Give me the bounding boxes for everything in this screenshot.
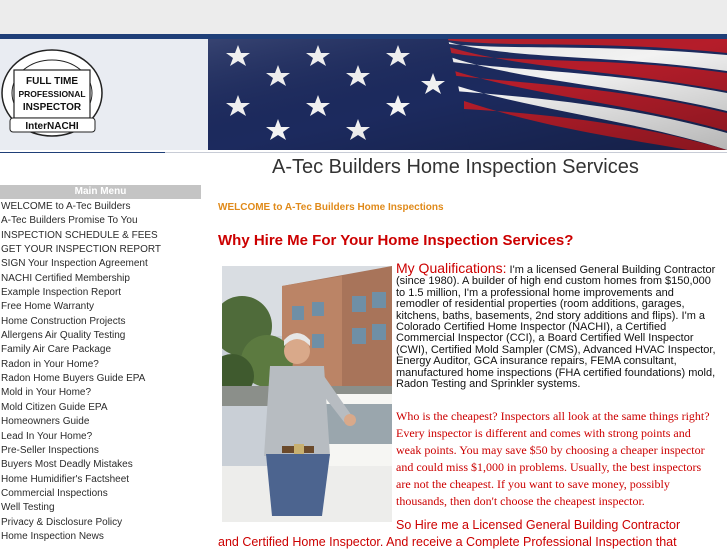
top-bar [0, 0, 727, 34]
menu-item-mold-home[interactable]: Mold in Your Home? [1, 387, 92, 399]
welcome-heading: WELCOME to A-Tec Builders Home Inspections [218, 202, 444, 213]
menu-item-homeowners-guide[interactable]: Homeowners Guide [1, 416, 90, 428]
cheapest-paragraph: Who is the cheapest? Inspectors all look at the same things right? Every inspector is different and comes with strong points and weak points. You may save $50 by choosing a cheaper inspector and could miss $1,000 in problems. Usually, the best inspectors are not the cheapest. If you want to save money, possibly thousands, then don't choose the cheapest inspector. [396, 409, 710, 508]
menu-item-radon-guide[interactable]: Radon Home Buyers Guide EPA [1, 373, 146, 385]
menu-item-air-quality[interactable]: Allergens Air Quality Testing [1, 330, 126, 342]
menu-item-example-report[interactable]: Example Inspection Report [1, 287, 122, 299]
menu-item-privacy[interactable]: Privacy & Disclosure Policy [1, 516, 123, 528]
menu-item-news[interactable]: Home Inspection News [1, 530, 104, 542]
menu-item-buyers-mistakes[interactable]: Buyers Most Deadly Mistakes [1, 459, 133, 471]
qualifications-text: I'm a licensed General Building Contractor (since 1980). A builder of high end custom homes from $150,000 to 1.5 million, I'm a professional home improvements and remodler of residential properties (room additions, garages, kitchens, baths, basements, 2nd story additions and flips). I'm a Colorado Certified Home Inspector (NACHI), a Certified Commercial Inspector (CCI), a Board Certified Well Inspector (CWI), Certified Mold Sampler (CMS), Advanced HVAC Inspector, Energy Auditor, GCA insurance repairs, FEMA consultant, manufactured home inspections (FHA certified foundations) mold, Radon Testing and Sprinkler systems. [396, 264, 716, 391]
menu-item-radon-home[interactable]: Radon in Your Home? [1, 358, 99, 370]
certified-inspector-text: and Certified Home Inspector. And receive a Complete Professional Inspection that [218, 535, 677, 549]
main-menu-heading: Main Menu [0, 185, 201, 199]
menu-item-air-care-package[interactable]: Family Air Care Package [1, 344, 112, 356]
menu-item-free-warranty[interactable]: Free Home Warranty [1, 301, 94, 313]
menu-item-schedule-fees[interactable]: INSPECTION SCHEDULE & FEES [1, 229, 158, 241]
menu-item-construction-projects[interactable]: Home Construction Projects [1, 315, 126, 327]
menu-item-get-report[interactable]: GET YOUR INSPECTION REPORT [1, 244, 162, 256]
why-hire-heading: Why Hire Me For Your Home Inspection Services? [218, 232, 574, 249]
qualifications-label: My Qualifications: [396, 260, 507, 276]
menu-item-well-testing[interactable]: Well Testing [1, 502, 55, 514]
menu-item-humidifier[interactable]: Home Humidifier's Factsheet [1, 473, 130, 485]
header-divider-right [165, 152, 727, 153]
menu-item-commercial[interactable]: Commercial Inspections [1, 487, 108, 499]
menu-item-sign-agreement[interactable]: SIGN Your Inspection Agreement [1, 258, 148, 270]
logo-banner: InterNACHI [25, 121, 79, 132]
menu-item-mold-guide[interactable]: Mold Citizen Guide EPA [1, 401, 108, 413]
logo-line-3: INSPECTOR [22, 102, 82, 113]
menu-item-lead[interactable]: Lead In Your Home? [1, 430, 93, 442]
main-menu [0, 200, 208, 544]
menu-item-pre-seller[interactable]: Pre-Seller Inspections [1, 444, 99, 456]
menu-item-promise[interactable]: A-Tec Builders Promise To You [1, 215, 138, 227]
logo-line-1: FULL TIME [25, 76, 79, 87]
header-divider-left [0, 152, 165, 153]
american-flag-image [208, 39, 727, 150]
hire-me-text: So Hire me a Licensed General Building Contractor [396, 518, 681, 532]
qualifications-paragraph [396, 260, 716, 391]
inspector-photo [222, 266, 392, 522]
menu-item-welcome[interactable]: WELCOME to A-Tec Builders [1, 201, 131, 212]
internachi-logo[interactable] [0, 48, 105, 138]
logo-line-2: PROFESSIONAL [18, 89, 86, 99]
site-title: A-Tec Builders Home Inspection Services [272, 156, 639, 178]
menu-item-nachi-membership[interactable]: NACHI Certified Membership [1, 272, 130, 284]
